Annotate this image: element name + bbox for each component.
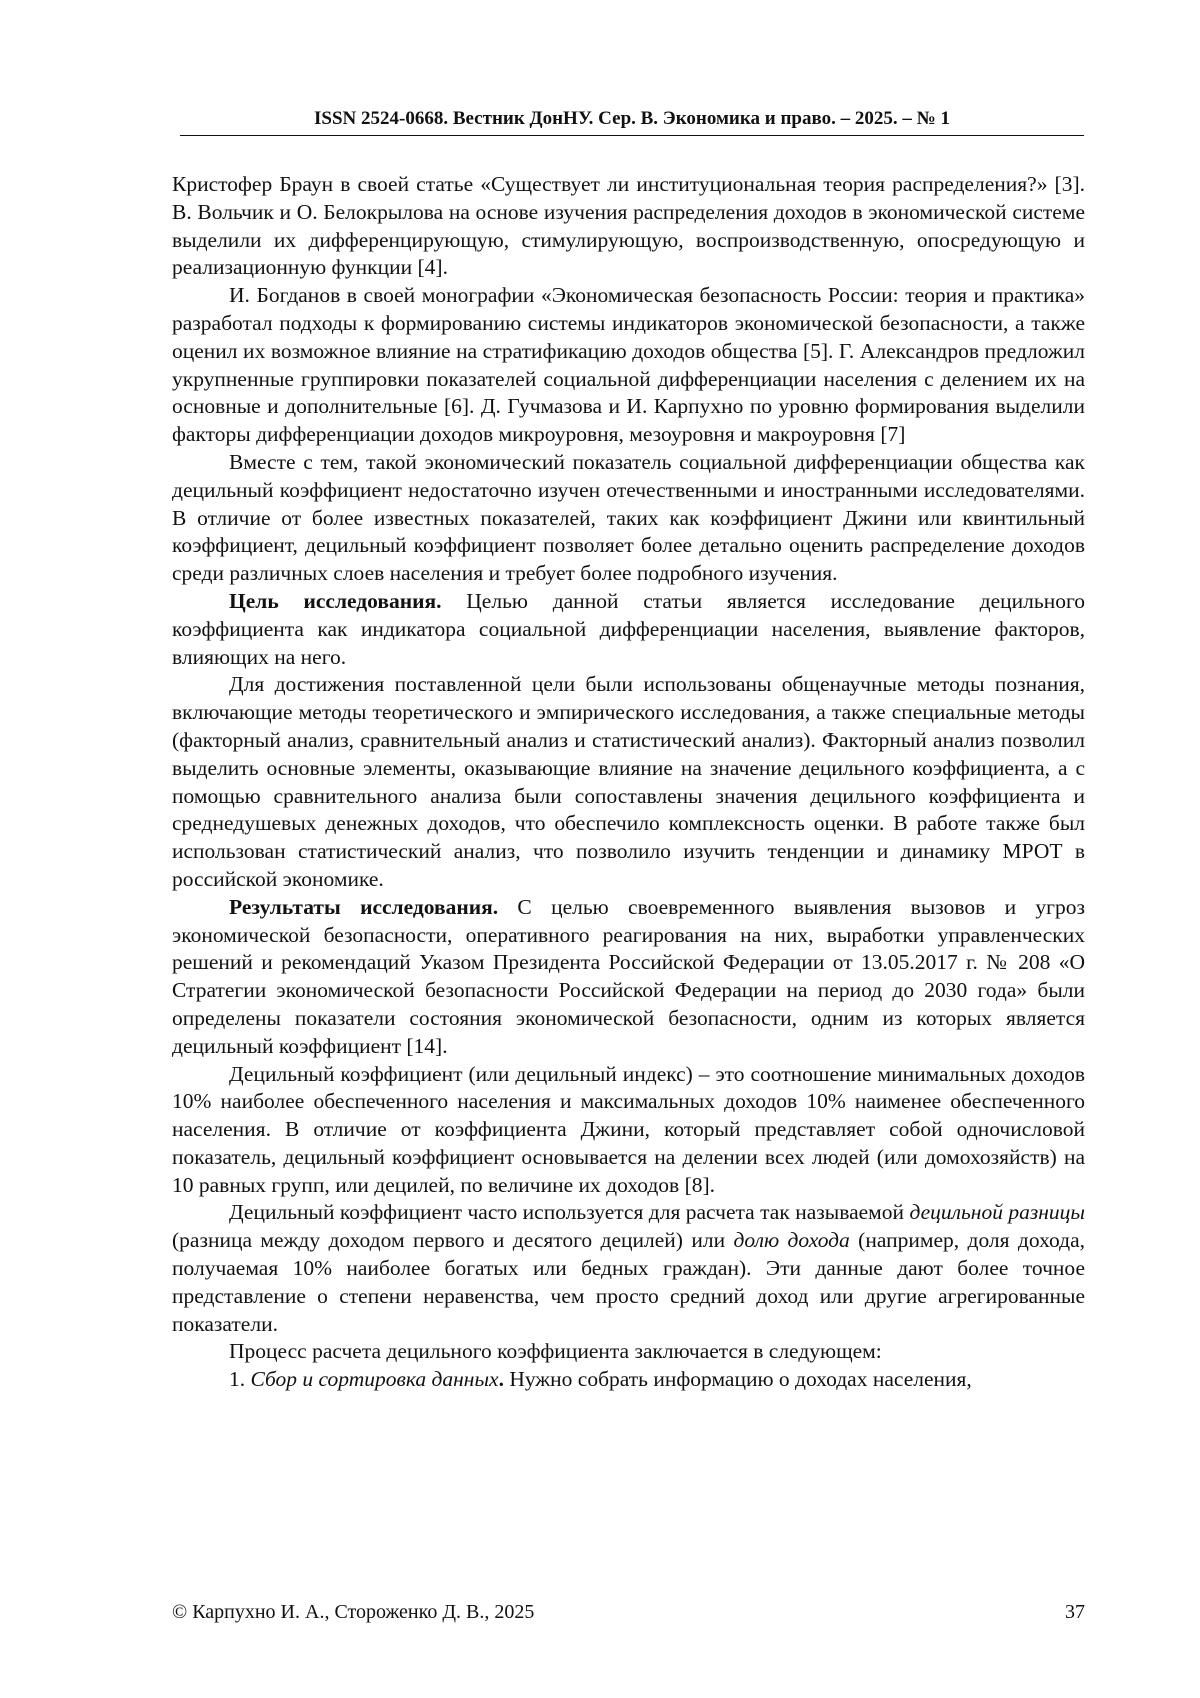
list-item-title: Сбор и сортировка данных bbox=[250, 1367, 499, 1392]
results-text: С целью своевременного выявления вызовов и угроз экономической безопасности, оперативного реагирования на них, выработки управленческих решений и рекомендаций Указом Президента Российской Федерации от 13.05.2017 г. № 208 «О Стратегии экономической безопасности Российской Федерации на период до 2030 года» были определены показатели состояния экономической безопасности, одним из которых является децильный коэффициент [14]. bbox=[172, 894, 1085, 1058]
decile-difference-term: децильной разницы bbox=[909, 1200, 1085, 1225]
paragraph-methods: Для достижения поставленной цели были использованы общенаучные методы познания, включающие методы теоретического и эмпирического исследования, а также специальные методы (факторный анализ, сравнительный анализ и статистический анализ). Факторный анализ позволил выделить основные элементы, оказывающие влияние на значение децильного коэффициента, а с помощью сравнительного анализа были сопоставлены значения децильного коэффициента и среднедушевых денежных доходов, что обеспечило комплексность оценки. В работе также был использован статистический анализ, что позволило изучить тенденции и динамику МРОТ в российской экономике. bbox=[172, 672, 1085, 891]
paragraph-3: Вместе с тем, такой экономический показатель социальной дифференциации общества как децильный коэффициент недостаточно изучен отечественными и иностранными исследователями. В отличие от более известных показателей, таких как коэффициент Джини или квинтильный коэффициент, децильный коэффициент позволяет более детально оценить распределение доходов среди различных слоев населения и требует более подробного изучения. bbox=[172, 449, 1085, 586]
page-number: 37 bbox=[1065, 1601, 1085, 1623]
results-heading: Результаты исследования. bbox=[229, 894, 499, 919]
decile-usage-text-a: Децильный коэффициент часто используется для расчета так называемой bbox=[229, 1200, 910, 1225]
journal-header: ISSN 2524-0668. Вестник ДонНУ. Сер. В. Экономика и право. – 2025. – № 1 bbox=[314, 108, 950, 129]
paragraph-1: Кристофер Браун в своей статье «Существует ли институциональная теория распределения?» [3]. В. Вольчик и О. Белокрылова на основе изучения распределения доходов в экономической системе выделили их дифференцирующую, стимулирующую, воспроизводственную, опосредующую и реализационную функции [4]. bbox=[172, 172, 1085, 280]
list-item-period: . bbox=[498, 1367, 504, 1392]
paragraph-research-goal bbox=[172, 588, 1085, 671]
list-item-1 bbox=[172, 1366, 1085, 1394]
research-goal-heading: Цель исследования. bbox=[229, 588, 442, 613]
header-divider bbox=[180, 135, 1084, 136]
decile-usage-text-c: (например, доля дохода, получаемая 10% наиболее богатых или бедных граждан). Эти данные дают более точное представление о степени неравенства, чем просто средний доход или другие агрегированные показатели. bbox=[172, 1228, 1086, 1336]
article-body bbox=[172, 171, 1085, 1394]
decile-usage-text-b: (разница между доходом первого и десятого децилей) или bbox=[172, 1228, 734, 1253]
research-goal-text: Целью данной статьи является исследование децильного коэффициента как индикатора социальной дифференциации населения, выявление факторов, влияющих на него. bbox=[172, 588, 1085, 669]
copyright-notice: © Карпухно И. А., Стороженко Д. В., 2025 bbox=[172, 1601, 535, 1623]
income-share-term: долю дохода bbox=[733, 1228, 850, 1253]
paragraph-decile-definition: Децильный коэффициент (или децильный индекс) – это соотношение минимальных доходов 10% наиболее обеспеченного населения и максимальных доходов 10% наименее обеспеченного населения. В отличие от коэффициента Джини, который представляет собой одночисловой показатель, децильный коэффициент основывается на делении всех людей (или домохозяйств) на 10 равных групп, или децилей, по величине их доходов [8]. bbox=[172, 1061, 1085, 1197]
paragraph-calculation-intro: Процесс расчета децильного коэффициента заключается в следующем: bbox=[229, 1339, 882, 1364]
list-item-number: 1. bbox=[229, 1367, 251, 1392]
paragraph-decile-usage bbox=[172, 1199, 1085, 1338]
list-item-text: Нужно собрать информацию о доходах населения, bbox=[503, 1367, 972, 1392]
paragraph-2: И. Богданов в своей монографии «Экономическая безопасность России: теория и практика» разработал подходы к формированию системы индикаторов экономической безопасности, а также оценил их возможное влияние на стратификацию доходов общества [5]. Г. Александров предложил укрупненные группировки показателей социальной дифференциации населения с делением их на основные и дополнительные [6]. Д. Гучмазова и И. Карпухно по уровню формирования выделили факторы дифференциации доходов микроуровня, мезоуровня и макроуровня [7] bbox=[172, 283, 1085, 447]
paragraph-results bbox=[172, 894, 1085, 1061]
